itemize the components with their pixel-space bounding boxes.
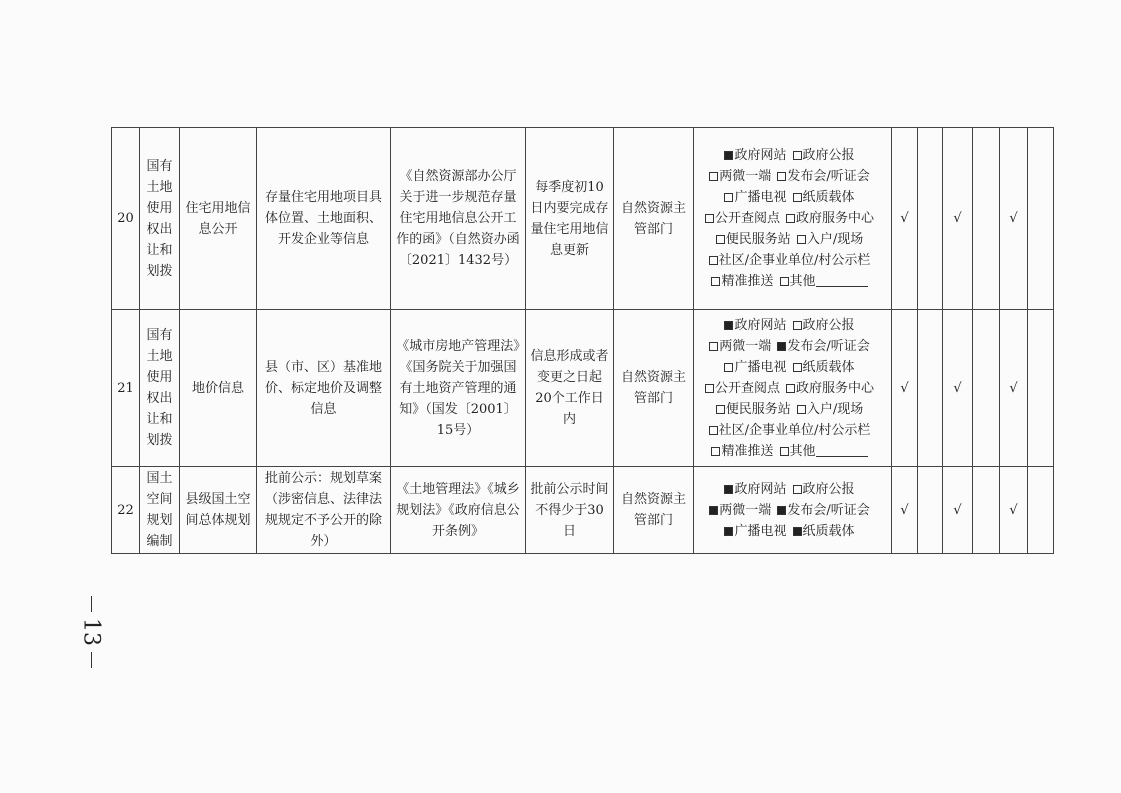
channel-label: 精准推送 bbox=[721, 443, 774, 459]
row-number: 21 bbox=[112, 310, 140, 467]
channel-label: 广播电视 bbox=[734, 359, 787, 375]
channel-option bbox=[709, 166, 771, 187]
channel-line bbox=[698, 336, 887, 357]
channel-option bbox=[793, 521, 855, 542]
channel-label: 公开查阅点 bbox=[714, 380, 780, 396]
category-cell: 国有土地使用权出让和划拨 bbox=[140, 310, 180, 467]
channel-label: 政府服务中心 bbox=[796, 211, 875, 226]
unchecked-box-icon bbox=[793, 193, 802, 202]
unchecked-box-icon bbox=[724, 363, 733, 372]
unchecked-box-icon bbox=[780, 277, 789, 286]
channel-label: 政府公报 bbox=[802, 148, 855, 163]
unchecked-box-icon bbox=[793, 151, 802, 160]
content-cell: 县（市、区）基准地价、标定地价及调整信息 bbox=[257, 310, 391, 467]
channel-line bbox=[698, 229, 887, 250]
check-mark-cell: √ bbox=[892, 310, 918, 467]
check-mark-cell: √ bbox=[1000, 128, 1028, 310]
channel-line bbox=[698, 250, 887, 271]
channel-label: 纸质载体 bbox=[802, 359, 855, 375]
channel-option bbox=[777, 166, 869, 187]
unchecked-box-icon bbox=[705, 214, 714, 223]
unchecked-box-icon bbox=[711, 447, 720, 456]
channel-line bbox=[698, 378, 887, 399]
check-mark-cell bbox=[918, 467, 943, 554]
row-number: 20 bbox=[112, 128, 140, 310]
check-mark-cell bbox=[1028, 467, 1054, 554]
page-dash-top bbox=[91, 596, 92, 612]
channels-cell bbox=[694, 467, 892, 554]
check-mark-cell: √ bbox=[943, 310, 973, 467]
channel-option bbox=[777, 500, 869, 521]
channel-option bbox=[777, 336, 869, 357]
channel-option bbox=[797, 399, 863, 420]
channels-cell bbox=[694, 128, 892, 310]
fill-blank-line bbox=[816, 274, 868, 287]
channel-option bbox=[705, 208, 780, 229]
channel-option bbox=[711, 271, 773, 292]
channel-label: 发布会/听证会 bbox=[787, 169, 870, 184]
item-cell: 县级国土空间总体规划 bbox=[180, 467, 257, 554]
channel-option bbox=[724, 145, 786, 166]
checked-box-icon bbox=[777, 506, 786, 515]
content-cell: 存量住宅用地项目具体位置、土地面积、开发企业等信息 bbox=[257, 128, 391, 310]
basis-cell: 《自然资源部办公厅关于进一步规范存量住宅用地信息公开工作的函》（自然资办函〔2021〕1432号） bbox=[391, 128, 526, 310]
channel-option bbox=[709, 500, 771, 521]
content-cell: 批前公示：规划草案（涉密信息、法律法规规定不予公开的除外） bbox=[257, 467, 391, 554]
channel-label: 社区/企事业单位/村公示栏 bbox=[718, 253, 871, 268]
channel-option bbox=[724, 521, 786, 542]
channel-line bbox=[698, 479, 887, 500]
channel-label: 广播电视 bbox=[734, 523, 787, 539]
channel-option bbox=[711, 441, 773, 462]
check-mark-cell bbox=[973, 467, 1000, 554]
subject-cell: 自然资源主管部门 bbox=[614, 467, 694, 554]
channel-label: 发布会/听证会 bbox=[787, 338, 870, 354]
channel-label: 两微一端 bbox=[719, 169, 772, 184]
unchecked-box-icon bbox=[793, 485, 802, 494]
disclosure-table bbox=[111, 127, 1054, 554]
channel-line bbox=[698, 500, 887, 521]
channel-option bbox=[786, 378, 874, 399]
channel-label: 两微一端 bbox=[719, 502, 772, 518]
channel-option bbox=[780, 441, 868, 462]
channel-option bbox=[716, 229, 791, 250]
item-cell: 地价信息 bbox=[180, 310, 257, 467]
channel-label: 入户/现场 bbox=[806, 401, 864, 417]
channel-line bbox=[698, 187, 887, 208]
channel-label: 政府服务中心 bbox=[796, 380, 875, 396]
unchecked-box-icon bbox=[786, 384, 795, 393]
time-limit-cell: 批前公示时间不得少于30日 bbox=[526, 467, 614, 554]
check-mark-cell: √ bbox=[892, 128, 918, 310]
channel-label: 政府公报 bbox=[802, 317, 855, 333]
check-mark-cell bbox=[973, 310, 1000, 467]
channel-line bbox=[698, 166, 887, 187]
channel-option bbox=[786, 208, 874, 229]
checked-box-icon bbox=[724, 151, 733, 160]
checked-box-icon bbox=[724, 321, 733, 330]
channel-option bbox=[724, 357, 786, 378]
channel-option bbox=[724, 187, 786, 208]
fill-blank-line bbox=[816, 444, 868, 457]
unchecked-box-icon bbox=[716, 405, 725, 414]
channel-label: 政府网站 bbox=[734, 317, 787, 333]
channel-option bbox=[797, 229, 863, 250]
unchecked-box-icon bbox=[709, 342, 718, 351]
unchecked-box-icon bbox=[797, 235, 806, 244]
channel-line bbox=[698, 315, 887, 336]
unchecked-box-icon bbox=[709, 256, 718, 265]
channel-option bbox=[709, 250, 871, 271]
channel-option bbox=[793, 187, 855, 208]
channel-label: 两微一端 bbox=[719, 338, 772, 354]
checked-box-icon bbox=[793, 527, 802, 536]
channel-line bbox=[698, 271, 887, 292]
check-mark-cell bbox=[918, 128, 943, 310]
channel-label: 便民服务站 bbox=[725, 401, 791, 417]
channel-line bbox=[698, 441, 887, 462]
channel-label: 政府网站 bbox=[734, 481, 787, 497]
check-mark-cell: √ bbox=[892, 467, 918, 554]
unchecked-box-icon bbox=[793, 321, 802, 330]
basis-cell: 《土地管理法》《城乡规划法》《政府信息公开条例》 bbox=[391, 467, 526, 554]
channel-line bbox=[698, 420, 887, 441]
channel-option bbox=[793, 315, 855, 336]
check-mark-cell bbox=[1028, 128, 1054, 310]
time-limit-cell: 每季度初10日内要完成存量住宅用地信息更新 bbox=[526, 128, 614, 310]
checked-box-icon bbox=[724, 527, 733, 536]
channel-label: 政府公报 bbox=[802, 481, 855, 497]
channel-option bbox=[793, 145, 855, 166]
subject-cell: 自然资源主管部门 bbox=[614, 310, 694, 467]
unchecked-box-icon bbox=[709, 426, 718, 435]
table-row bbox=[112, 467, 1054, 554]
checked-box-icon bbox=[709, 506, 718, 515]
channel-option bbox=[724, 315, 786, 336]
channel-label: 入户/现场 bbox=[806, 232, 864, 247]
channel-line bbox=[698, 521, 887, 542]
unchecked-box-icon bbox=[705, 384, 714, 393]
channel-line bbox=[698, 357, 887, 378]
channel-label: 发布会/听证会 bbox=[787, 502, 870, 518]
subject-cell: 自然资源主管部门 bbox=[614, 128, 694, 310]
check-mark-cell: √ bbox=[943, 128, 973, 310]
channel-label: 精准推送 bbox=[721, 274, 774, 289]
channel-line bbox=[698, 208, 887, 229]
channels-cell bbox=[694, 310, 892, 467]
channel-option bbox=[793, 479, 855, 500]
channel-line bbox=[698, 145, 887, 166]
unchecked-box-icon bbox=[724, 193, 733, 202]
channel-option bbox=[709, 420, 871, 441]
channel-option bbox=[716, 399, 791, 420]
unchecked-box-icon bbox=[793, 363, 802, 372]
channel-label: 政府网站 bbox=[734, 148, 787, 163]
channel-option bbox=[709, 336, 771, 357]
table-row bbox=[112, 128, 1054, 310]
check-mark-cell bbox=[1028, 310, 1054, 467]
unchecked-box-icon bbox=[786, 214, 795, 223]
category-cell: 国土空间规划编制 bbox=[140, 467, 180, 554]
unchecked-box-icon bbox=[711, 277, 720, 286]
channel-line bbox=[698, 399, 887, 420]
time-limit-cell: 信息形成或者变更之日起20个工作日内 bbox=[526, 310, 614, 467]
channel-option bbox=[705, 378, 780, 399]
channel-option bbox=[724, 479, 786, 500]
checked-box-icon bbox=[724, 485, 733, 494]
check-mark-cell: √ bbox=[1000, 310, 1028, 467]
page-number bbox=[76, 596, 106, 668]
channel-label: 公开查阅点 bbox=[714, 211, 780, 226]
page-dash-bottom bbox=[91, 652, 92, 668]
channel-option bbox=[780, 271, 868, 292]
check-mark-cell: √ bbox=[1000, 467, 1028, 554]
check-mark-cell: √ bbox=[943, 467, 973, 554]
channel-label: 其他 bbox=[789, 443, 816, 459]
check-mark-cell bbox=[973, 128, 1000, 310]
row-number: 22 bbox=[112, 467, 140, 554]
basis-cell: 《城市房地产管理法》《国务院关于加强国有土地资产管理的通知》（国发〔2001〕15号） bbox=[391, 310, 526, 467]
checked-box-icon bbox=[777, 342, 786, 351]
category-cell: 国有土地使用权出让和划拨 bbox=[140, 128, 180, 310]
channel-label: 其他 bbox=[789, 274, 816, 289]
channel-label: 纸质载体 bbox=[802, 190, 855, 205]
unchecked-box-icon bbox=[709, 172, 718, 181]
channel-label: 社区/企事业单位/村公示栏 bbox=[718, 422, 871, 438]
check-mark-cell bbox=[918, 310, 943, 467]
channel-label: 纸质载体 bbox=[802, 523, 855, 539]
unchecked-box-icon bbox=[797, 405, 806, 414]
unchecked-box-icon bbox=[716, 235, 725, 244]
channel-option bbox=[793, 357, 855, 378]
channel-label: 便民服务站 bbox=[725, 232, 791, 247]
unchecked-box-icon bbox=[777, 172, 786, 181]
page-number-text: 13 bbox=[78, 618, 104, 646]
channel-label: 广播电视 bbox=[734, 190, 787, 205]
unchecked-box-icon bbox=[780, 447, 789, 456]
item-cell: 住宅用地信息公开 bbox=[180, 128, 257, 310]
table-row bbox=[112, 310, 1054, 467]
